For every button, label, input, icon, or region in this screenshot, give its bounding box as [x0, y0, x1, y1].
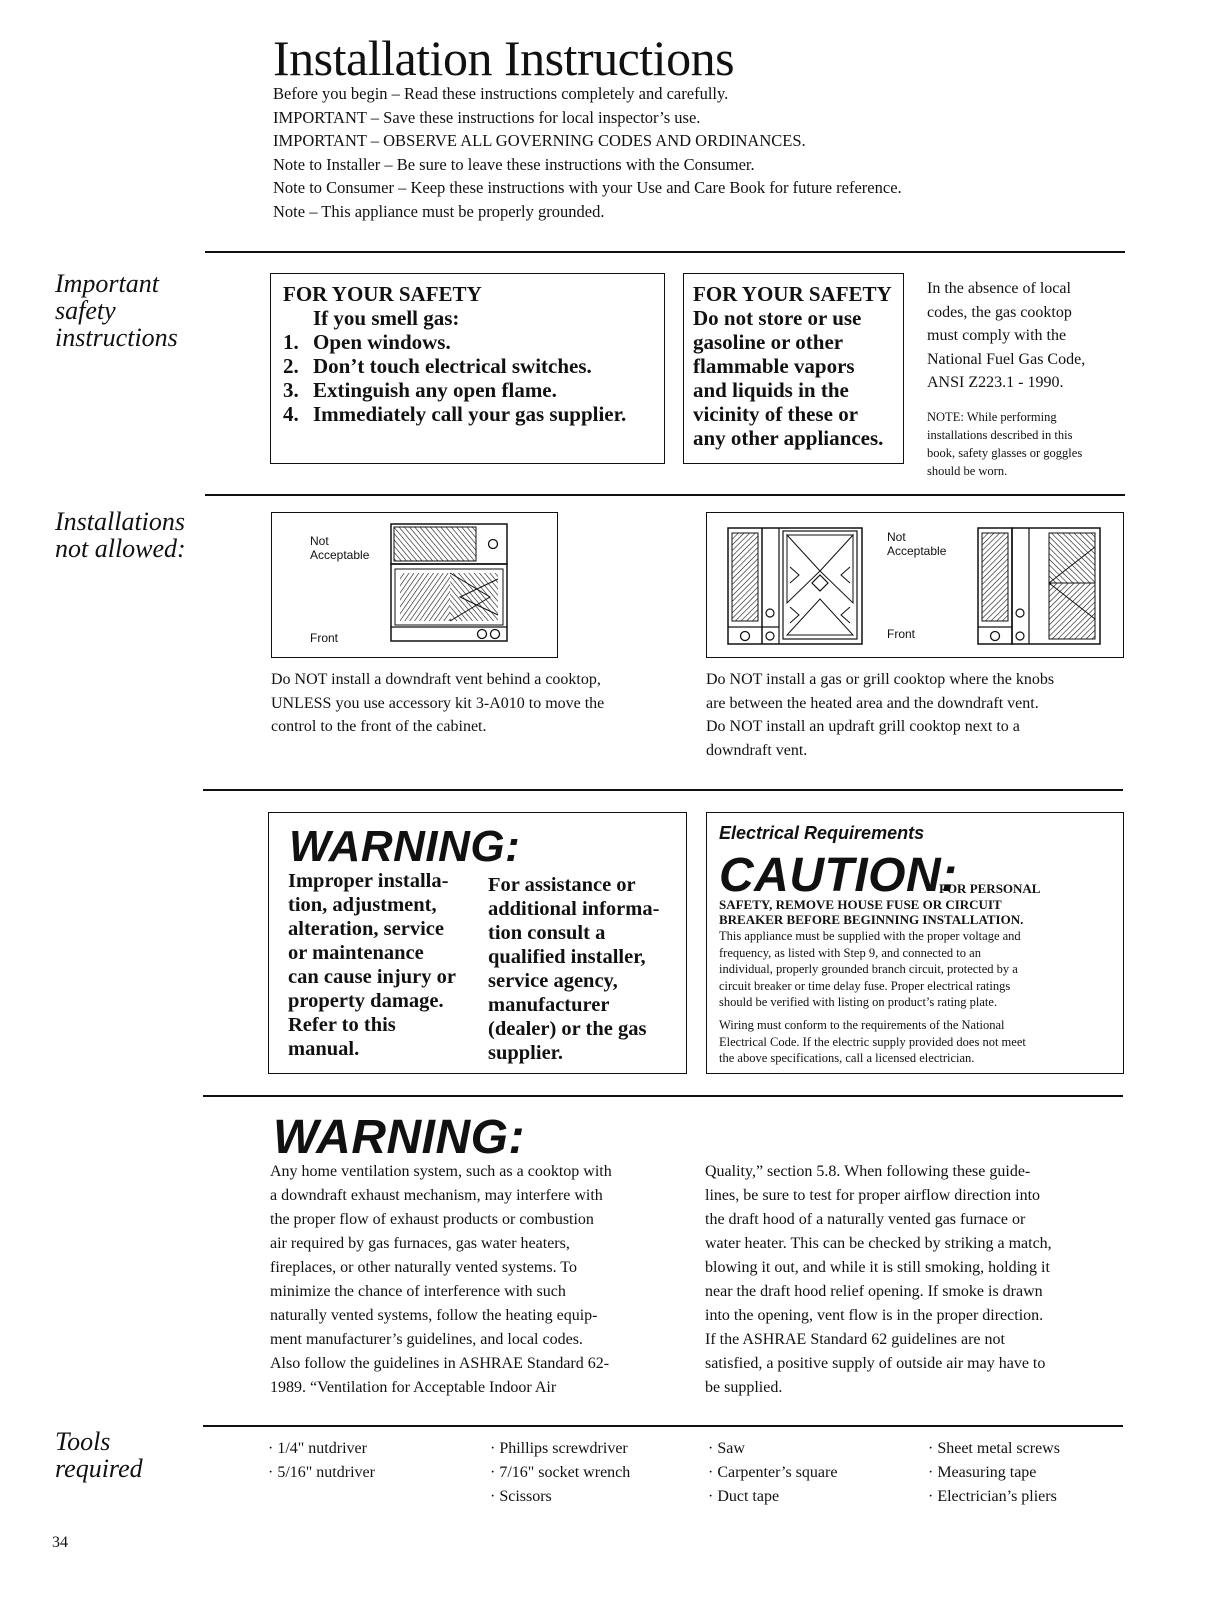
- flammable-safety-box: [683, 273, 904, 464]
- safety-steps-list: [283, 330, 652, 426]
- tool-name: 5/16" nutdriver: [277, 1464, 375, 1481]
- text-line: National Fuel Gas Code,: [927, 350, 1086, 368]
- caution-line: BREAKER BEFORE BEGINNING INSTALLATION.: [719, 912, 1024, 927]
- safety-box-subheading: If you smell gas:: [313, 306, 460, 330]
- warning-line: supplier.: [488, 1042, 564, 1064]
- step-text: Open windows.: [313, 330, 451, 354]
- caption-line: downdraft vent.: [706, 741, 808, 759]
- text-line: 1989. “Ventilation for Acceptable Indoor Air: [270, 1379, 557, 1396]
- side-heading-line: Tools: [55, 1427, 111, 1456]
- warning-line: can cause injury or: [288, 966, 456, 988]
- bullet: ·: [490, 1488, 496, 1505]
- caption-line: control to the front of the cabinet.: [271, 718, 487, 735]
- gas-code-text: [927, 277, 1127, 395]
- installation-warning-box: [268, 812, 687, 1074]
- page-number: 34: [52, 1534, 68, 1551]
- figure-caption-2: [706, 668, 1054, 762]
- text-line: naturally vented systems, follow the heating equip-: [270, 1307, 598, 1324]
- bullet: ·: [928, 1488, 934, 1505]
- intro-line: Note – This appliance must be properly grounded.: [273, 201, 605, 221]
- text-line: Any home ventilation system, such as a cooktop with: [270, 1163, 612, 1180]
- list-item: [268, 1461, 375, 1485]
- tool-name: Saw: [717, 1440, 745, 1457]
- tools-column-1: [268, 1437, 375, 1485]
- step-number: 3.: [283, 378, 299, 402]
- list-item: [283, 354, 652, 378]
- side-heading-line: not allowed:: [55, 534, 186, 563]
- safety-box-line: FOR YOUR SAFETY: [693, 282, 892, 306]
- ventilation-warning-left: [270, 1160, 690, 1400]
- page-title: Installation Instructions: [273, 30, 735, 86]
- warning-line: additional informa-: [488, 898, 660, 920]
- text-line: codes, the gas cooktop: [927, 303, 1072, 321]
- safety-box-heading: FOR YOUR SAFETY: [283, 282, 482, 306]
- intro-line: Note to Consumer – Keep these instructions with your Use and Care Book for future reference.: [273, 178, 902, 197]
- text-line: should be verified with listing on product’s rating plate.: [719, 995, 998, 1009]
- list-item: [928, 1485, 1060, 1509]
- list-item: [708, 1485, 837, 1509]
- section-divider: [205, 251, 1125, 253]
- text-line: water heater. This can be checked by striking a match,: [705, 1235, 1052, 1252]
- list-item: [283, 402, 652, 426]
- knobs-between-vent-figure: [706, 512, 1124, 658]
- tool-name: Phillips screwdriver: [499, 1440, 628, 1457]
- text-line: lines, be sure to test for proper airflow direction into: [705, 1187, 1041, 1204]
- cooktop-drawing-3: [977, 527, 1107, 647]
- text-line: installations described in this: [927, 428, 1073, 442]
- step-number: 1.: [283, 330, 299, 354]
- text-line: air required by gas furnaces, gas water heaters,: [270, 1235, 570, 1252]
- ventilation-warning-right: [705, 1160, 1125, 1400]
- warning-line: (dealer) or the gas: [488, 1018, 647, 1040]
- warning-line: manufacturer: [488, 994, 610, 1016]
- text-line: If the ASHRAE Standard 62 guidelines are not: [705, 1331, 1005, 1348]
- text-line: must comply with the: [927, 327, 1067, 344]
- tool-name: Carpenter’s square: [717, 1464, 838, 1481]
- step-text: Don’t touch electrical switches.: [313, 354, 592, 378]
- tool-name: Duct tape: [717, 1488, 780, 1505]
- safety-box-line: gasoline or other: [693, 330, 844, 354]
- warning-line: Improper installa-: [288, 870, 449, 892]
- warning-line: qualified installer,: [488, 946, 646, 968]
- safety-box-line: and liquids in the: [693, 378, 849, 402]
- side-heading-line: safety: [55, 296, 116, 325]
- step-text: Extinguish any open flame.: [313, 378, 557, 402]
- text-line: the draft hood of a naturally vented gas furnace or: [705, 1211, 1026, 1228]
- side-heading-line: instructions: [55, 323, 178, 352]
- warning-line: For assistance or: [488, 874, 636, 896]
- warning-line: service agency,: [488, 970, 618, 992]
- safety-glasses-note: [927, 408, 1127, 480]
- tool-name: Sheet metal screws: [937, 1440, 1060, 1457]
- text-line: frequency, as listed with Step 9, and connected to an: [719, 945, 981, 960]
- side-heading-line: Installations: [55, 507, 186, 536]
- warning-heading: WARNING:: [289, 822, 521, 871]
- side-heading-installations: [55, 508, 186, 562]
- electrical-requirements-box: [706, 812, 1124, 1074]
- text-line: a downdraft exhaust mechanism, may interfere with: [270, 1187, 603, 1204]
- caution-heading: CAUTION:: [719, 849, 958, 902]
- text-line: Wiring must conform to the requirements of the National: [719, 1018, 1005, 1032]
- list-item: [268, 1437, 375, 1461]
- figure-label-front: Front: [310, 631, 339, 645]
- safety-box-line: flammable vapors: [693, 354, 855, 378]
- list-item: [283, 330, 652, 354]
- figure-label-not: Not: [887, 530, 906, 544]
- step-number: 4.: [283, 402, 299, 426]
- side-heading-line: required: [55, 1454, 143, 1483]
- text-line: circuit breaker or time delay fuse. Proper electrical ratings: [719, 978, 1011, 993]
- electrical-paragraph-1: [719, 928, 1115, 1011]
- warning-line: manual.: [288, 1038, 360, 1060]
- downdraft-behind-cooktop-figure: [271, 512, 558, 658]
- side-heading-tools: [55, 1428, 143, 1482]
- section-divider: [203, 789, 1123, 791]
- warning-line: property damage.: [288, 990, 444, 1012]
- bullet: ·: [928, 1464, 934, 1481]
- text-line: Electrical Code. If the electric supply provided does not meet: [719, 1034, 1026, 1049]
- text-line: near the draft hood relief opening. If smoke is drawn: [705, 1283, 1043, 1300]
- section-divider: [203, 1095, 1123, 1097]
- section-divider: [203, 1425, 1123, 1427]
- caption-line: Do NOT install an updraft grill cooktop next to a: [706, 718, 1020, 735]
- bullet: ·: [708, 1440, 714, 1457]
- text-line: satisfied, a positive supply of outside air may have to: [705, 1355, 1046, 1372]
- tool-name: Measuring tape: [937, 1464, 1037, 1481]
- warning-column-left: [288, 869, 473, 1061]
- caption-line: UNLESS you use accessory kit 3-A010 to move the: [271, 694, 605, 712]
- intro-notes: [273, 82, 902, 223]
- list-item: [490, 1437, 630, 1461]
- intro-line: Before you begin – Read these instructions completely and carefully.: [273, 84, 729, 103]
- list-item: [928, 1437, 1060, 1461]
- electrical-subheading: Electrical Requirements: [719, 823, 925, 843]
- text-line: the proper flow of exhaust products or combustion: [270, 1211, 594, 1228]
- ventilation-warning-heading: WARNING:: [273, 1111, 525, 1164]
- figure-label-acceptable: Acceptable: [310, 548, 370, 562]
- intro-line: Note to Installer – Be sure to leave these instructions with the Consumer.: [273, 154, 755, 174]
- bullet: ·: [268, 1464, 274, 1481]
- list-item: [928, 1461, 1060, 1485]
- bullet: ·: [708, 1488, 714, 1505]
- caption-line: are between the heated area and the downdraft vent.: [706, 694, 1039, 712]
- safety-box-line: vicinity of these or: [693, 402, 859, 426]
- side-heading-line: Important: [55, 269, 159, 298]
- text-line: the above specifications, call a licensed electrician.: [719, 1051, 975, 1065]
- warning-line: tion, adjustment,: [288, 894, 437, 916]
- tool-name: Scissors: [499, 1488, 552, 1505]
- step-text: Immediately call your gas supplier.: [313, 402, 627, 426]
- list-item: [708, 1437, 837, 1461]
- figure-label-front: Front: [887, 627, 916, 641]
- safety-box-line: any other appliances.: [693, 426, 884, 450]
- text-line: Quality,” section 5.8. When following these guide-: [705, 1163, 1031, 1180]
- text-line: ANSI Z223.1 - 1990.: [927, 374, 1064, 391]
- list-item: [490, 1485, 630, 1509]
- text-line: ment manufacturer’s guidelines, and local codes.: [270, 1331, 583, 1348]
- caption-line: Do NOT install a downdraft vent behind a cooktop,: [271, 671, 601, 688]
- text-line: This appliance must be supplied with the proper voltage and: [719, 929, 1021, 943]
- intro-line: IMPORTANT – Save these instructions for local inspector’s use.: [273, 107, 701, 127]
- safety-box-line: Do not store or use: [693, 306, 862, 330]
- figure-caption-1: [271, 668, 604, 739]
- text-line: into the opening, vent flow is in the proper direction.: [705, 1307, 1044, 1324]
- bullet: ·: [490, 1464, 496, 1481]
- warning-line: or maintenance: [288, 942, 424, 964]
- section-divider: [205, 494, 1125, 496]
- text-line: minimize the chance of interference with such: [270, 1283, 566, 1300]
- text-line: book, safety glasses or goggles: [927, 446, 1083, 460]
- electrical-paragraph-2: [719, 1017, 1115, 1067]
- cooktop-drawing-2: [727, 527, 867, 647]
- bullet: ·: [490, 1440, 496, 1457]
- warning-column-right: [488, 873, 683, 1065]
- list-item: [708, 1461, 837, 1485]
- tools-column-4: [928, 1437, 1060, 1509]
- text-line: be supplied.: [705, 1379, 783, 1396]
- side-heading-safety: [55, 270, 178, 351]
- bullet: ·: [708, 1464, 714, 1481]
- text-line: Also follow the guidelines in ASHRAE Standard 62-: [270, 1355, 610, 1372]
- caution-line: SAFETY, REMOVE HOUSE FUSE OR CIRCUIT: [719, 897, 1002, 912]
- caution-tail: FOR PERSONAL: [939, 881, 1041, 896]
- figure-label-acceptable: Acceptable: [887, 544, 947, 558]
- bullet: ·: [268, 1440, 274, 1457]
- tool-name: 7/16" socket wrench: [499, 1464, 631, 1481]
- step-number: 2.: [283, 354, 299, 378]
- tool-name: 1/4" nutdriver: [277, 1440, 367, 1457]
- list-item: [283, 378, 652, 402]
- cooktop-drawing-1: [390, 523, 510, 643]
- gas-smell-safety-box: [270, 273, 665, 464]
- text-line: NOTE: While performing: [927, 410, 1057, 424]
- figure-label-not: Not: [310, 534, 329, 548]
- text-line: fireplaces, or other naturally vented systems. To: [270, 1259, 577, 1276]
- tools-column-3: [708, 1437, 837, 1509]
- tool-name: Electrician’s pliers: [937, 1488, 1057, 1505]
- text-line: individual, properly grounded branch circuit, protected by a: [719, 962, 1018, 976]
- caption-line: Do NOT install a gas or grill cooktop where the knobs: [706, 671, 1055, 688]
- warning-line: tion consult a: [488, 922, 606, 944]
- bullet: ·: [928, 1440, 934, 1457]
- warning-line: alteration, service: [288, 918, 444, 940]
- intro-line: IMPORTANT – OBSERVE ALL GOVERNING CODES AND ORDINANCES.: [273, 131, 806, 150]
- text-line: In the absence of local: [927, 280, 1071, 297]
- tools-column-2: [490, 1437, 630, 1509]
- list-item: [490, 1461, 630, 1485]
- text-line: should be worn.: [927, 464, 1008, 478]
- text-line: blowing it out, and while it is still smoking, holding it: [705, 1259, 1050, 1276]
- warning-line: Refer to this: [288, 1014, 396, 1036]
